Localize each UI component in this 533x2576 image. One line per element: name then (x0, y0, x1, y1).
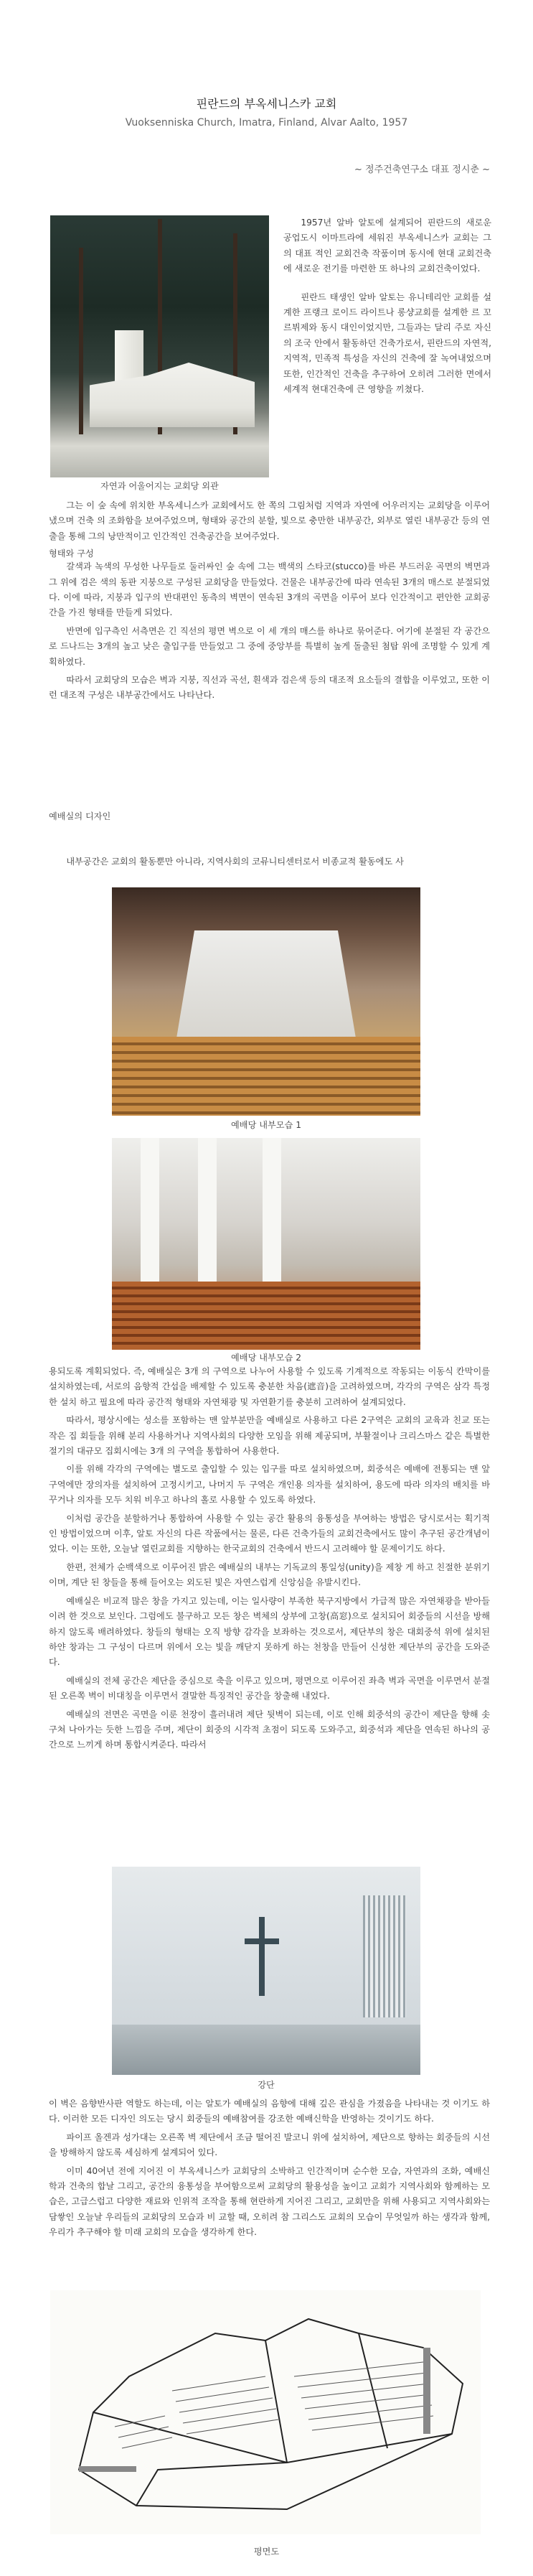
intro-right-column (283, 215, 491, 397)
floor-plan-svg (50, 2290, 481, 2534)
ritual-lead: 내부공간은 교회의 활동뿐만 아니라, 지역사회의 코뮤니티센터로서 비종교적 활동에도 사 (66, 857, 404, 867)
interior-caption-2: 예배당 내부모습 2 (231, 1353, 301, 1363)
interior-photo-2 (112, 1138, 420, 1350)
plan-seating (115, 2362, 433, 2448)
body-after-altar-p3: 이미 40여년 전에 지어진 이 부옥세니스카 교회당의 소박하고 인간적이며 순수한 모습, 자연과의 조화, 예배신학과 건축의 합날 그리고, 공간의 융통성을 부여함으로써 교회당의 활용성을 높이고 교회가 지역사회와 함께하는 모습은, 고급스럽고 다양한 재료와 인위적 조작을 통해 현란하게 지어진 그리고, 교회만을 위해 사용되고 지역사회와는 담쌓인 오늘날 우리들의 교회당의 모습과 비 교할 때, 오히려 참 그리스도 교회의 모습이 무엇일까 하는 생각과 함께, 우리가 추구해야 할 미래 교회의 모습을 생각하게 한다. (49, 2165, 490, 2238)
floor-plan-drawing (50, 2290, 481, 2534)
body-after-altar-p2: 파이프 올겐과 성가대는 오른쪽 벽 제단에서 조금 떨어진 발코니 위에 설치하여, 제단으로 향하는 회중들의 시선을 방해하지 않도록 세심하게 설계되어 있다. (49, 2132, 490, 2158)
altar-photo (112, 1867, 420, 2075)
altar-caption: 강단 (258, 2080, 275, 2090)
structure-heading: 형태와 구성 (49, 549, 94, 559)
exterior-photo (50, 215, 269, 477)
body-paragraph-2: 갈색과 녹색의 무성한 나무들로 둘러싸인 숲 속에 그는 백색의 스타코(stucco)를 바른 부드러운 곡면의 벽면과 그 위에 검은 색의 동판 지붕으로 구성된 교회당을 만들었다. 건물은 내부공간에 따라 연속된 3개의 매스로 분절되었다. 이에 따라, 지붕과 입구의 반대편인 동측의 벽면이 연속된 3개의 곡면을 이루어 보다 인간적이고 편안한 교회공간을 가진 형태를 만들게 되었다. (49, 561, 490, 618)
interior-photo-1 (112, 887, 420, 1116)
article-author: ~ 정주건축연구소 대표 정시춘 ~ (354, 164, 490, 175)
ritual-heading: 예배실의 디자인 (49, 811, 111, 821)
body-after-interiors-p8: 예배실의 전면은 곡면을 이룬 천장이 흘러내려 제단 뒷벽이 되는데, 이로 인해 회중석의 공간이 제단을 향해 솟구쳐 나아가는 듯한 느낌을 주며, 제단이 회중의 시각적 초점이 되도록 도와주고, 회중석과 제단을 연속된 하나의 공간으로 느끼게 하며 통합시켜준다. 따라서 (49, 1709, 490, 1750)
body-after-interiors-p5: 한편, 전체가 순백색으로 이루어진 밝은 예배실의 내부는 기독교의 통일성(unity)을 제창 게 하고 친절한 분위기이며, 계단 된 창들을 통해 들어오는 외도된 빛은 자연스럽게 신앙심을 유발시킨다. (49, 1562, 490, 1588)
body-after-interiors-p6: 예배실은 비교적 많은 창을 가지고 있는데, 이는 일사량이 부족한 북구지방에서 가급적 많은 자연채광을 받아들이려 한 것으로 보인다. 그럼에도 불구하고 모든 창은 벽체의 상부에 고창(高窓)으로 설치되어 회중들의 시선을 방해하지 않도록 배려하였다. 창들의 형태는 오직 방향 감각을 보좌하는 것으로서, 제단부의 창은 대회중석 위에 설치된 하얀 창과는 그 구성이 다르며 위에서 오는 빛을 깨닫지 못하게 하는 천창을 만들어 신성한 제단부의 공간을 도와준다. (49, 1595, 490, 1668)
intro-paragraph-2: 핀란드 태생인 알바 알토는 유니테리안 교회를 설계한 프랭크 로이드 라이트나 롱샹교회를 설계한 르 꼬르뷔제와 동시 대인이었지만, 그들과는 달리 주로 자신의 조국 안에서 활동하던 건축가로서, 핀란드의 자연적, 지역적, 민족적 특성을 자신의 건축에 잘 녹여내었으며 또한, 인간적인 건축을 추구하여 오히려 그러한 면에서 세계적 현대건축에 큰 영향을 끼쳤다. (283, 291, 492, 395)
body-after-interiors-p1: 용되도록 계획되었다. 즉, 예배실은 3개 의 구역으로 나누어 사용할 수 있도록 기계적으로 작동되는 이동식 칸막이를 설치하였는데, 서로의 음향적 간섭을 배제할 수 있도록 충분한 차음(遮音)을 고려하였으며, 각각의 구역은 삼각 특정한 설치 하고 필요에 따라 공간적 형태와 자연채광 및 자연환기를 충분히 고려하여 설계되었다. (49, 1366, 490, 1407)
intro-paragraph-1: 1957년 알바 알토에 설계되어 핀란드의 새로운 공업도시 이마트라에 세워진 부옥세니스카 교회는 그의 대표 적인 교회건축 작품이며 동시에 현대 교회건축에 새로운 전기를 마련한 또 하나의 교회건축이었다. (283, 218, 491, 274)
body-after-interiors-p2: 따라서, 평상시에는 성소를 포함하는 맨 앞부분만을 예배실로 사용하고 다른 2구역은 교회의 교육과 친교 또는 작은 집 회들을 위해 분리 사용하거나 지역사회의 다양한 모임을 위해 제공되며, 부활절이나 크리스마스 같은 특별한 절기의 대규모 집회시에는 3개 의 구역을 통합하여 사용한다. (49, 1415, 490, 1457)
plan-outline (79, 2319, 463, 2509)
body-paragraph-1: 그는 이 숲 속에 위치한 부옥세니스카 교회에서도 한 쪽의 그림처럼 지역과 자연에 어우러지는 교회당을 이루어냈으며 건축 의 조화함을 보여주었으며, 형태와 공간의 분할, 빛으로 충만한 내부공간, 외부로 열린 내부공간 등의 연출을 통해 그의 낭만적이고 인간적인 건축공간을 보여주었다. (49, 500, 490, 541)
body-after-interiors-p4: 이처럼 공간을 분할하거나 통합하여 사용할 수 있는 공간 활용의 융통성을 부여하는 방법은 당시로서는 획기적인 방법이었으며 이후, 알토 자신의 다른 작품에서는 물론, 다른 건축가들의 교회건축에서도 많이 추구된 공간개념이었다. 이는 또한, 오늘날 열린교회를 지향하는 한국교회의 건축에서 반드시 고려해야 할 문제이기도 하다. (49, 1513, 490, 1554)
body-after-interiors-p3: 이를 위해 각각의 구역에는 별도로 출입할 수 있는 입구를 따로 설치하였으며, 회중석은 예배에 전통되는 맨 앞 구역에만 장의자를 설치하여 고정시키고, 나머지 두 구역은 개인용 의자를 설치하여, 용도에 따라 의자의 배치를 바꾸거나 의자를 모두 치워 비우고 하나의 홀로 사용할 수 있도록 하였다. (49, 1464, 490, 1506)
intro-body (49, 495, 490, 704)
article-title: 핀란드의 부옥세니스카 교회 (196, 97, 337, 111)
body-paragraph-3: 반면에 입구측인 서측면은 긴 직선의 평면 벽으로 이 세 개의 매스를 하나로 묶어준다. 여기에 분절된 각 공간으로 드나드는 3개의 높고 낮은 출입구를 만들었고 그 중에 중앙부를 특별히 높게 돌출된 첨탑 위에 조명할 수 있게 계획하였다. (49, 625, 490, 667)
body-after-altar (49, 2096, 490, 2241)
body-after-altar-p1: 이 벽은 음향반사판 역할도 하는데, 이는 알토가 예배실의 음향에 대해 깊은 관심을 가졌음을 나타내는 것 이기도 하다. 이러한 모든 디자인 의도는 당시 회중들의 예배참여를 강조한 예배신학을 반영하는 것이기도 하다. (49, 2099, 490, 2124)
plan-caption: 평면도 (253, 2547, 280, 2557)
interior-caption-1: 예배당 내부모습 1 (231, 1120, 301, 1130)
exterior-caption: 자연과 어울어지는 교회당 외관 (100, 481, 219, 491)
article-subtitle: Vuoksenniska Church, Imatra, Finland, Alvar Aalto, 1957 (125, 117, 408, 129)
body-after-interiors (49, 1364, 490, 1753)
body-after-interiors-p7: 예배실의 전체 공간은 제단을 중심으로 축을 이루고 있으며, 평면으로 이루어진 좌측 벽과 곡면을 이루면서 분절된 오른쪽 벽이 비대칭을 이루면서 결말한 특징적인 공간을 창출해 내었다. (49, 1675, 490, 1702)
body-paragraph-4: 따라서 교회당의 모습은 벽과 지붕, 직선과 곡선, 흰색과 검은색 등의 대조적 요소들의 결합을 이루었고, 또한 이런 대조적 구성은 내부공간에서도 나타난다. (49, 675, 490, 701)
